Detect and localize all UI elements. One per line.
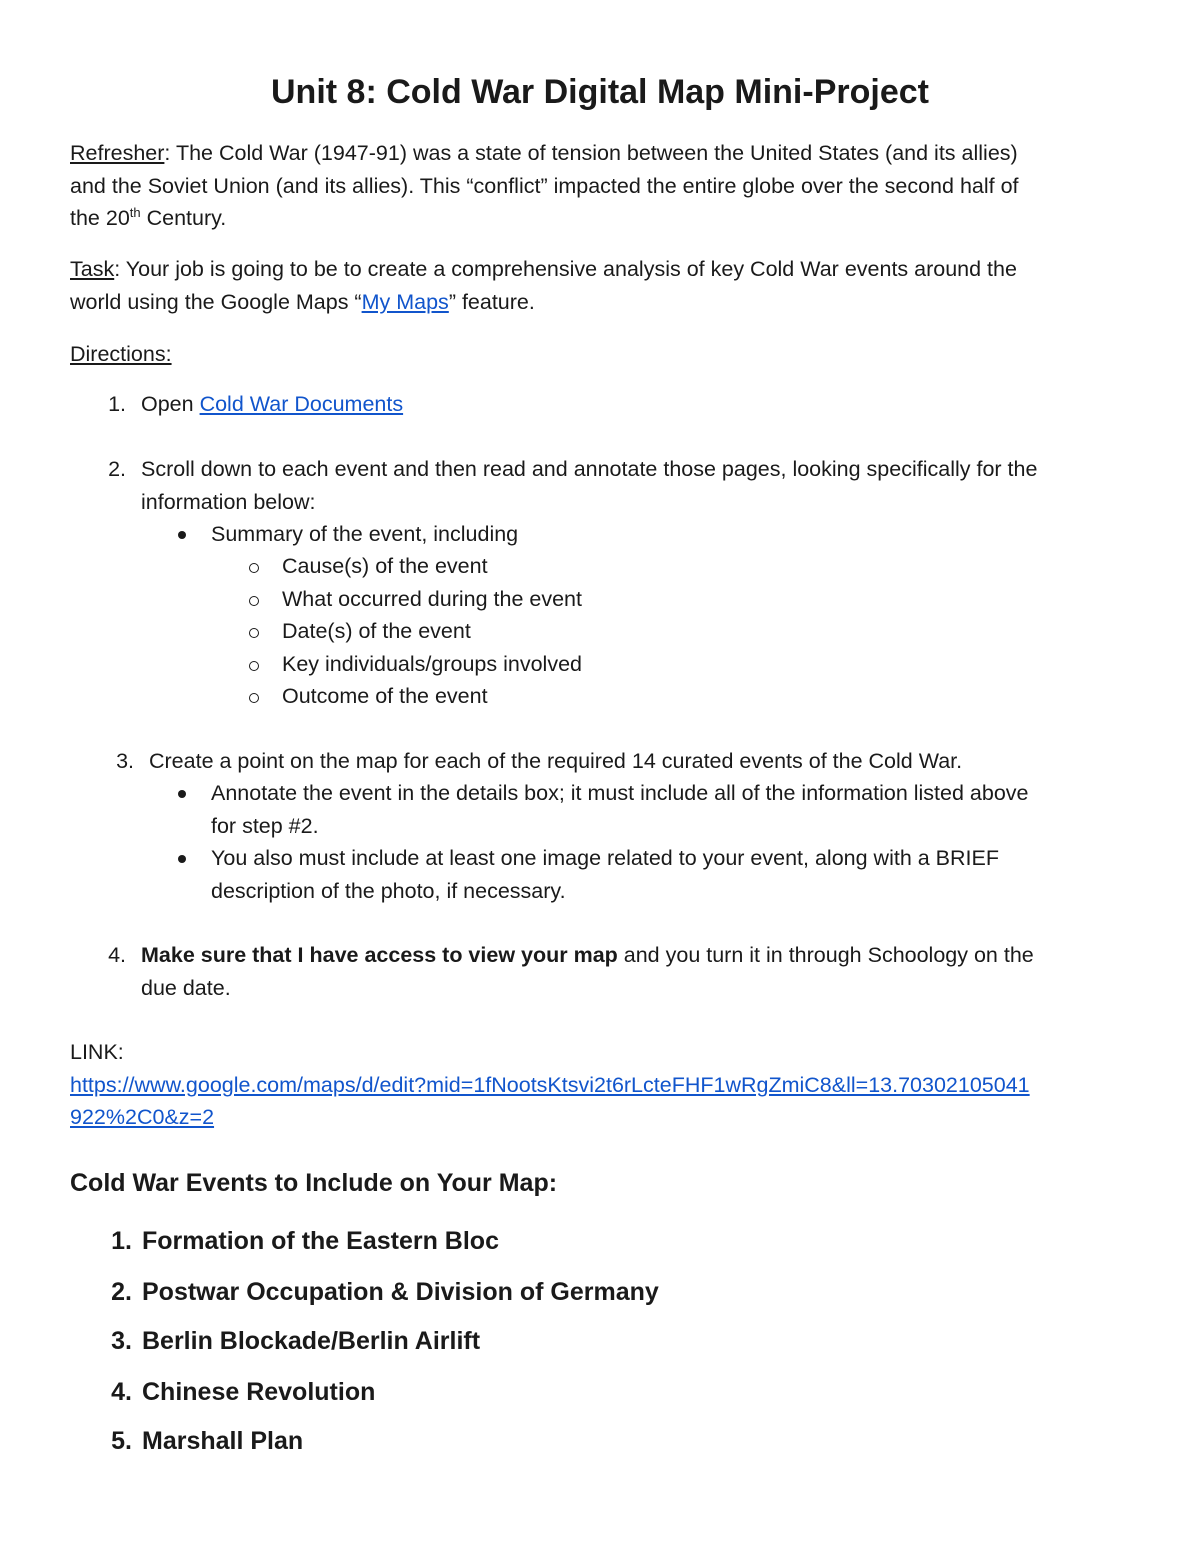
step-2-number: 2. xyxy=(108,457,126,481)
step-2-text xyxy=(141,453,1141,518)
url-line-2: 922%2C0&z=2 xyxy=(70,1105,215,1129)
step-3-text: Create a point on the map for each of the required 14 curated events of the Cold War. xyxy=(149,749,963,773)
event-3-number: 3. xyxy=(111,1327,132,1355)
bullet-ring-icon xyxy=(249,563,259,573)
directions-label: Directions: xyxy=(70,342,172,366)
task-label: Task xyxy=(70,257,115,281)
step-3-bullet-1-line-1: Annotate the event in the details box; it must include all of the information listed above xyxy=(211,781,1029,805)
event-4-text: Chinese Revolution xyxy=(142,1378,376,1406)
step-4-text xyxy=(141,939,1141,1004)
bullet-dot-icon xyxy=(178,855,186,863)
event-2-number: 2. xyxy=(111,1278,132,1306)
event-5-number: 5. xyxy=(111,1427,132,1455)
step-4-line-2: due date. xyxy=(141,975,231,1000)
bullet-ring-icon xyxy=(249,661,259,671)
step-1-number: 1. xyxy=(108,392,126,416)
event-5-text: Marshall Plan xyxy=(142,1427,304,1455)
link-label: LINK: xyxy=(70,1040,124,1064)
event-1-text: Formation of the Eastern Bloc xyxy=(142,1227,499,1255)
step-3-number: 3. xyxy=(116,749,134,773)
step-4-number: 4. xyxy=(108,943,126,967)
subitem-causes: Cause(s) of the event xyxy=(282,554,488,578)
task-text-2a: world using the Google Maps “ xyxy=(70,289,362,314)
task-text-1: : Your job is going to be to create a comprehensive analysis of key Cold War events around the xyxy=(114,257,1017,281)
step-4-bold: Make sure that I have access to view your map xyxy=(141,943,618,967)
refresher-text-1: : The Cold War (1947-91) was a state of tension between the United States (and its allies) xyxy=(164,141,1018,165)
refresher-label: Refresher xyxy=(70,141,165,165)
event-4-number: 4. xyxy=(111,1378,132,1406)
step-3-bullet-2-line-2: description of the photo, if necessary. xyxy=(211,878,566,903)
google-maps-url-link[interactable] xyxy=(70,1073,1030,1130)
step-1-text xyxy=(141,388,403,421)
subitem-outcome: Outcome of the event xyxy=(282,684,488,708)
bullet-dot-icon xyxy=(178,531,186,539)
task-paragraph xyxy=(70,253,1140,318)
subitem-key-individuals: Key individuals/groups involved xyxy=(282,652,582,676)
bullet-ring-icon xyxy=(249,628,259,638)
bullet-dot-icon xyxy=(178,790,186,798)
link-section xyxy=(70,1036,1140,1134)
step-3-bullet-2-line-1: You also must include at least one image related to your event, along with a BRIEF xyxy=(211,846,999,870)
refresher-superscript: th xyxy=(129,204,141,220)
refresher-paragraph xyxy=(70,137,1140,235)
step-2-line-2: information below: xyxy=(141,489,316,514)
cold-war-documents-link[interactable]: Cold War Documents xyxy=(199,392,404,416)
refresher-text-3b: Century. xyxy=(140,206,227,230)
events-heading: Cold War Events to Include on Your Map: xyxy=(70,1169,558,1197)
refresher-text-3a: the 20 xyxy=(70,206,130,230)
subitem-dates: Date(s) of the event xyxy=(282,619,471,643)
step-2-bullet: Summary of the event, including xyxy=(211,522,519,546)
step-1-open: Open xyxy=(141,392,200,416)
bullet-ring-icon xyxy=(249,596,259,606)
event-3-text: Berlin Blockade/Berlin Airlift xyxy=(142,1327,481,1355)
step-3-bullet-1-line-2: for step #2. xyxy=(211,813,319,838)
step-3-bullet-2 xyxy=(211,842,1141,907)
task-text-2b: ” feature. xyxy=(448,289,535,314)
bullet-ring-icon xyxy=(249,693,259,703)
event-1-number: 1. xyxy=(111,1227,132,1255)
subitem-what-occurred: What occurred during the event xyxy=(282,587,582,611)
step-4-rest: and you turn it in through Schoology on the xyxy=(617,943,1034,967)
my-maps-link[interactable]: My Maps xyxy=(361,289,449,314)
url-line-1: https://www.google.com/maps/d/edit?mid=1fNootsKtsvi2t6rLcteFHF1wRgZmiC8&ll=13.70302105041 xyxy=(70,1072,1030,1097)
step-2-line-1: Scroll down to each event and then read and annotate those pages, looking specifically for the xyxy=(141,457,1038,481)
step-3-bullet-1 xyxy=(211,777,1141,842)
refresher-text-2: and the Soviet Union (and its allies). This “conflict” impacted the entire globe over the second half of xyxy=(70,173,1019,198)
page-title: Unit 8: Cold War Digital Map Mini-Project xyxy=(271,73,929,111)
event-2-text: Postwar Occupation & Division of Germany xyxy=(142,1278,659,1306)
